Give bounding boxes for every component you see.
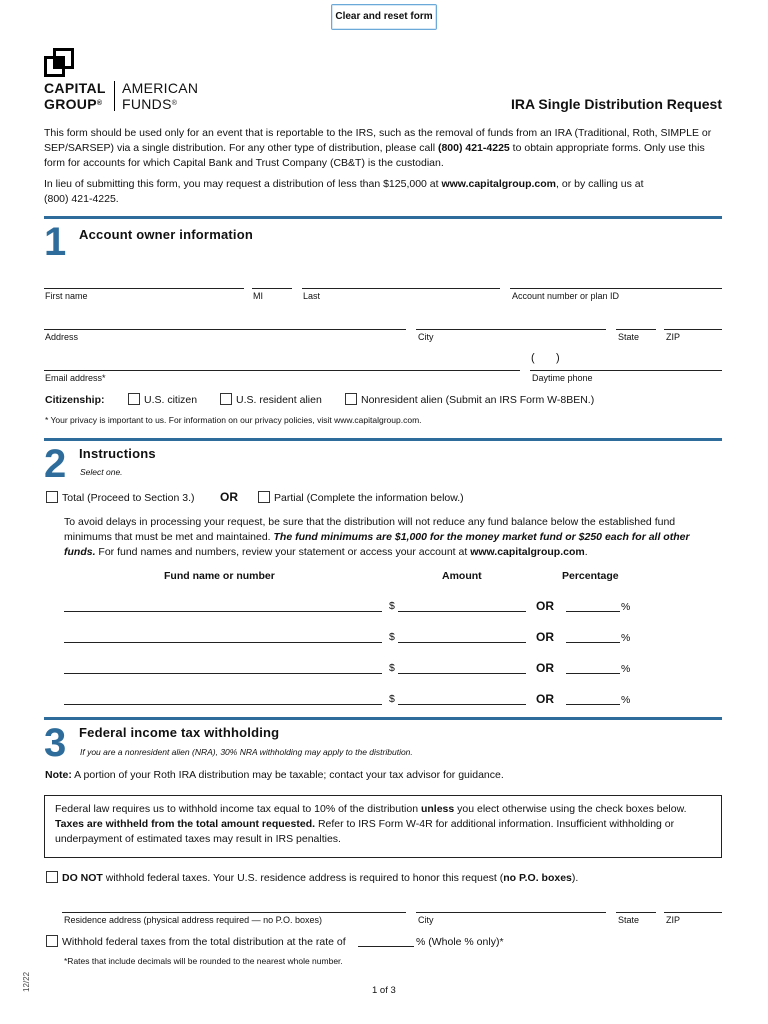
- row-or: OR: [536, 661, 554, 675]
- form-title: IRA Single Distribution Request: [510, 96, 722, 112]
- percent-field[interactable]: [566, 673, 620, 674]
- section1-number: 1: [44, 220, 67, 264]
- residence-city-label: City: [418, 915, 434, 925]
- mi-label: MI: [253, 291, 263, 301]
- box-bold: Taxes are withheld from the total amount requested.: [55, 818, 316, 830]
- phone-field[interactable]: [530, 370, 722, 371]
- box-text-c: Refer to IRS Form W-4R for additional information. Insufficient withholding or underpayment of estimated taxes may result in IRS penalties.: [55, 818, 675, 845]
- last-name-field[interactable]: [302, 288, 500, 289]
- col-amount-header: Amount: [442, 570, 482, 582]
- section2-rule: [44, 438, 722, 441]
- withhold-rate-checkbox[interactable]: [46, 935, 58, 947]
- intro2-url: www.capitalgroup.com: [441, 178, 557, 190]
- do-not-withhold-label: [62, 871, 578, 885]
- total-checkbox[interactable]: [46, 491, 58, 503]
- intro2-text-b: , or by calling us at (800) 421-4225.: [44, 178, 644, 205]
- donot-text: withhold federal taxes. Your U.S. residence address is required to honor this request (: [102, 872, 504, 884]
- note-text: A portion of your Roth IRA distribution may be taxable; contact your tax advisor for guidance.: [71, 769, 504, 781]
- partial-checkbox[interactable]: [258, 491, 270, 503]
- first-name-label: First name: [45, 291, 88, 301]
- logo-mark-icon: [44, 48, 74, 78]
- dollar-sign: $: [389, 600, 395, 612]
- intro-phone: (800) 421-4225: [437, 142, 510, 154]
- intro-paragraph-1: [44, 126, 724, 171]
- logo-right-text: [122, 80, 198, 112]
- dollar-sign: $: [389, 662, 395, 674]
- fund-name-field[interactable]: [64, 642, 382, 643]
- nonresident-alien-label: Nonresident alien (Submit an IRS Form W-8BEN.): [361, 394, 595, 406]
- residence-address-field[interactable]: [62, 912, 406, 913]
- percent-field[interactable]: [566, 704, 620, 705]
- fund-name-field[interactable]: [64, 673, 382, 674]
- box-text-b: you elect otherwise using the check boxes below.: [454, 803, 687, 815]
- last-label: Last: [303, 291, 321, 301]
- withholding-info-box: [44, 795, 722, 858]
- row-or: OR: [536, 599, 554, 613]
- row-or: OR: [536, 692, 554, 706]
- section2-title: Instructions: [79, 446, 156, 461]
- logo-reg: ®: [96, 100, 103, 107]
- city-field[interactable]: [416, 329, 606, 330]
- dollar-sign: $: [389, 631, 395, 643]
- section1-title: Account owner information: [79, 227, 253, 242]
- us-resident-alien-checkbox[interactable]: [220, 393, 232, 405]
- city-label: City: [418, 332, 434, 342]
- box-unless: unless: [420, 803, 455, 815]
- phone-area-code: ( ): [531, 352, 560, 364]
- zip-field[interactable]: [664, 329, 722, 330]
- total-label: Total (Proceed to Section 3.): [62, 492, 195, 504]
- fund-para-bold: The fund minimums are $1,000 for the money market fund or $250 each for all other funds.: [64, 531, 690, 558]
- citizenship-label: Citizenship:: [45, 394, 105, 406]
- percent-sign: %: [621, 601, 631, 613]
- amount-field[interactable]: [398, 673, 526, 674]
- roth-note: [45, 768, 504, 783]
- zip-label: ZIP: [666, 332, 681, 342]
- logo-group: GROUP: [44, 96, 97, 112]
- percent-sign: %: [621, 632, 631, 644]
- logo-funds: FUNDS: [122, 96, 172, 112]
- nonresident-alien-checkbox[interactable]: [345, 393, 357, 405]
- logo-reg-2: ®: [171, 100, 178, 107]
- mi-field[interactable]: [252, 288, 292, 289]
- fund-minimums-paragraph: [64, 515, 714, 560]
- withhold-rate-text-b: % (Whole % only)*: [416, 936, 504, 948]
- fund-name-field[interactable]: [64, 704, 382, 705]
- us-citizen-checkbox[interactable]: [128, 393, 140, 405]
- section3-subtitle: If you are a nonresident alien (NRA), 30% NRA withholding may apply to the distribution.: [80, 747, 413, 757]
- note-label: Note:: [45, 769, 72, 781]
- amount-field[interactable]: [398, 642, 526, 643]
- email-label: Email address*: [45, 373, 106, 383]
- logo-capital: CAPITAL: [44, 80, 106, 96]
- withholding-info-text: [55, 802, 711, 847]
- state-label: State: [618, 332, 640, 342]
- fund-para-a: To avoid delays in processing your request, be sure that the distribution will not reduce any fund balance below the established fund minimums that must be met and maintained.: [64, 516, 676, 543]
- capital-group-logo: [44, 48, 214, 114]
- percent-field[interactable]: [566, 611, 620, 612]
- rates-note: *Rates that include decimals will be rounded to the nearest whole number.: [64, 956, 343, 966]
- residence-address-label: Residence address (physical address required — no P.O. boxes): [64, 915, 322, 925]
- intro-text-a: This form should be used only for an event that is reportable to the IRS, such as the removal of funds from an IRA (Traditional, Roth, SIMPLE or SEP/SARSEP) via a single distribution. For any other type of distribution, please call: [44, 127, 712, 154]
- page-number: 1 of 3: [372, 985, 396, 996]
- donot-po: no P.O. boxes: [503, 872, 572, 884]
- address-field[interactable]: [44, 329, 406, 330]
- email-field[interactable]: [44, 370, 520, 371]
- logo-left-text: [44, 80, 106, 112]
- account-label: Account number or plan ID: [512, 291, 620, 301]
- col-fund-header: Fund name or number: [164, 570, 275, 582]
- section1-rule: [44, 216, 722, 219]
- section3-number: 3: [44, 721, 67, 765]
- us-citizen-label: U.S. citizen: [144, 394, 198, 406]
- donot-end: ).: [571, 872, 579, 884]
- withhold-rate-field[interactable]: [358, 946, 414, 947]
- withhold-rate-text-a: Withhold federal taxes from the total distribution at the rate of: [62, 936, 346, 948]
- state-field[interactable]: [616, 329, 656, 330]
- row-or: OR: [536, 630, 554, 644]
- intro-text-b: to obtain appropriate forms. Only use this form for accounts for which Capital Bank and Trust Company (CB&T) is the custodian.: [44, 142, 705, 169]
- do-not-withhold-checkbox[interactable]: [46, 871, 58, 883]
- us-resident-alien-label: U.S. resident alien: [236, 394, 322, 406]
- fund-name-field[interactable]: [64, 611, 382, 612]
- amount-field[interactable]: [398, 611, 526, 612]
- total-partial-or: OR: [220, 490, 238, 504]
- partial-label: Partial (Complete the information below.): [274, 492, 464, 504]
- percent-sign: %: [621, 663, 631, 675]
- residence-state-field[interactable]: [616, 912, 656, 913]
- fund-para-c: .: [584, 546, 588, 558]
- account-number-field[interactable]: [510, 288, 722, 289]
- first-name-field[interactable]: [44, 288, 244, 289]
- date-code: 12/22: [22, 971, 31, 992]
- fund-para-url: www.capitalgroup.com: [470, 546, 585, 558]
- percent-field[interactable]: [566, 642, 620, 643]
- amount-field[interactable]: [398, 704, 526, 705]
- privacy-note: * Your privacy is important to us. For information on our privacy policies, visit www.capitalgroup.com.: [45, 415, 422, 425]
- box-text-a: Federal law requires us to withhold income tax equal to 10% of the distribution: [55, 803, 421, 815]
- logo-divider: [114, 81, 115, 111]
- residence-zip-label: ZIP: [666, 915, 681, 925]
- section3-title: Federal income tax withholding: [79, 725, 280, 740]
- address-label: Address: [45, 332, 79, 342]
- intro-paragraph-2: [44, 177, 664, 207]
- fund-para-b: For fund names and numbers, review your statement or access your account at: [95, 546, 471, 558]
- dollar-sign: $: [389, 693, 395, 705]
- residence-state-label: State: [618, 915, 640, 925]
- section2-subtitle: Select one.: [80, 467, 123, 477]
- section2-number: 2: [44, 442, 67, 486]
- clear-reset-label: Clear and reset form: [335, 11, 433, 22]
- section3-rule: [44, 717, 722, 720]
- percent-sign: %: [621, 694, 631, 706]
- phone-label: Daytime phone: [532, 373, 593, 383]
- col-pct-header: Percentage: [562, 570, 619, 582]
- clear-reset-button[interactable]: [331, 4, 437, 30]
- donot-bold: DO NOT: [62, 872, 103, 884]
- residence-zip-field[interactable]: [664, 912, 722, 913]
- logo-american: AMERICAN: [122, 80, 199, 96]
- intro2-text-a: In lieu of submitting this form, you may request a distribution of less than $125,000 at: [44, 178, 442, 190]
- residence-city-field[interactable]: [416, 912, 606, 913]
